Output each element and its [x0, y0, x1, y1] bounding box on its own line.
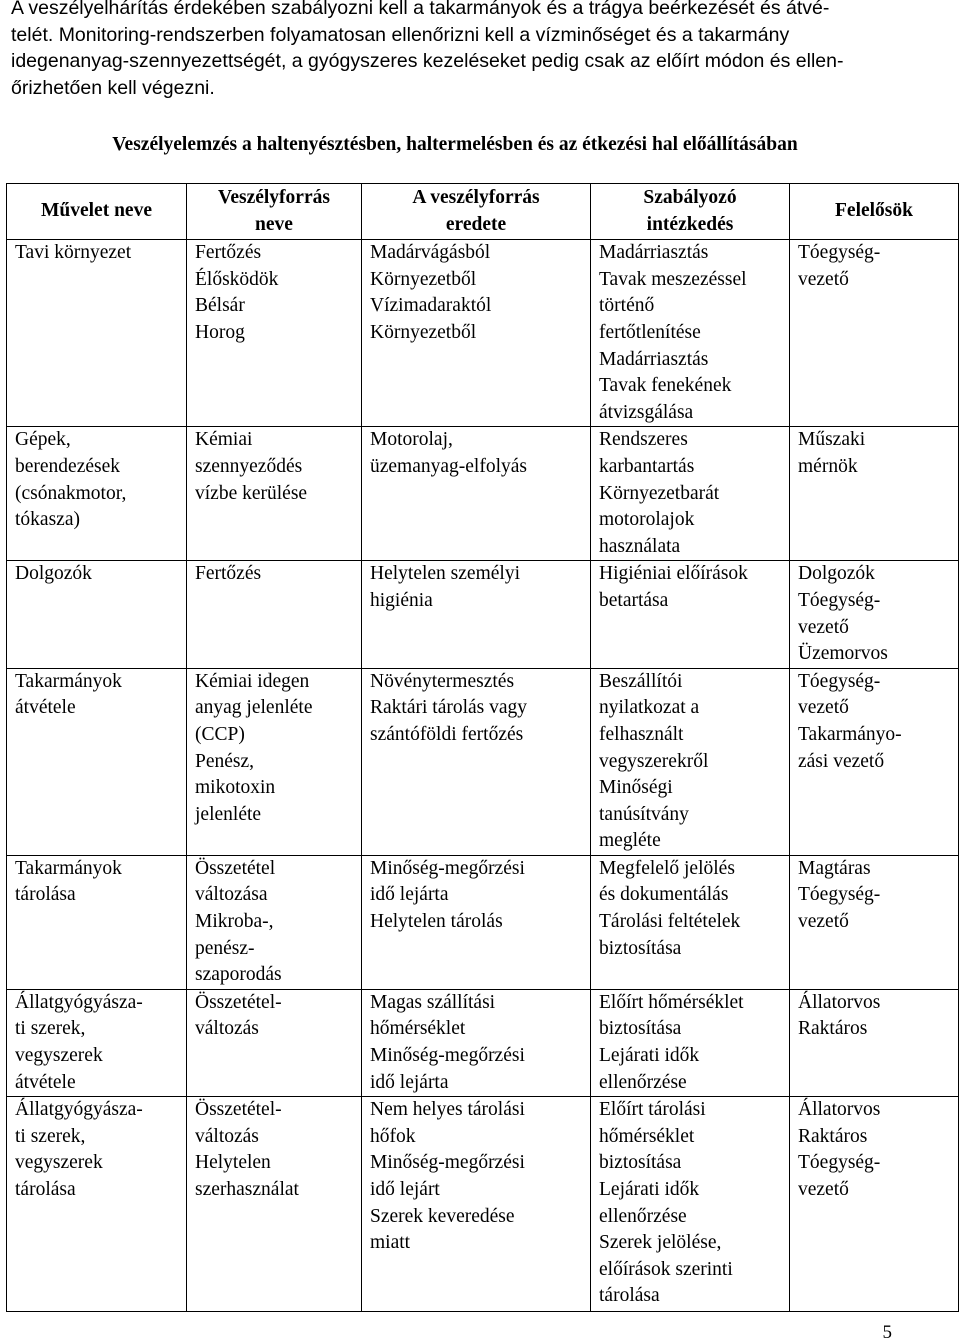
intro-paragraph [11, 0, 911, 101]
cell-line: miatt [370, 1232, 411, 1254]
header-operation [7, 184, 187, 240]
cell-line: Tavi környezet [15, 242, 132, 264]
cell-line: Minőség-megőrzési [370, 1045, 525, 1067]
cell-line: hőmérséklet [599, 1125, 695, 1147]
cell-line: megléte [599, 830, 661, 852]
cell-line: változás [195, 1125, 259, 1147]
cell-line: szennyeződés [195, 455, 303, 477]
cell-line: Tárolási feltételek [599, 911, 741, 933]
cell-hazard-source [187, 668, 362, 855]
table-title: Veszélyelemzés a haltenyésztésben, haltermelésben és az étkezési hal előállításában [112, 134, 798, 155]
cell-line: ellenőrzése [599, 1205, 687, 1227]
cell-line: Összetétel- [195, 991, 282, 1013]
cell-line: tárolása [15, 1179, 76, 1200]
cell-line: jelenléte [195, 803, 262, 825]
cell-line: neve [255, 213, 293, 235]
cell-line: üzemanyag-elfolyás [370, 455, 528, 477]
cell-line: ti szerek, [15, 1018, 86, 1040]
cell-hazard-origin [362, 855, 591, 989]
cell-line: Veszélyforrás [218, 187, 330, 208]
cell-line: Nem helyes tárolási [370, 1099, 525, 1121]
cell-line: Minőség-megőrzési [370, 1152, 525, 1174]
cell-line: Tavak meszezéssel [599, 268, 747, 290]
table-row [7, 855, 959, 989]
cell-line: karbantartás [599, 455, 695, 477]
cell-line: Tóegység- [798, 670, 881, 692]
cell-hazard-origin [362, 240, 591, 427]
cell-control-measure [591, 855, 790, 989]
cell-line: vezető [798, 697, 849, 719]
cell-line: Lejárati idők [599, 1179, 700, 1200]
cell-line: Műszaki [798, 429, 866, 451]
intro-line: őrizhetően kell végezni. [11, 76, 215, 99]
cell-hazard-origin [362, 989, 591, 1096]
cell-responsible [790, 668, 959, 855]
cell-responsible [790, 561, 959, 668]
cell-hazard-source [187, 427, 362, 561]
cell-line: vezető [798, 616, 849, 638]
cell-line: idő lejárt [370, 1179, 440, 1200]
cell-line: szerhasználat [195, 1179, 299, 1200]
cell-line: Előírt tárolási [599, 1099, 706, 1121]
cell-hazard-source [187, 240, 362, 427]
cell-line: Állatgyógyásza- [15, 991, 143, 1013]
cell-line: vezető [798, 268, 849, 290]
cell-line: Összetétel [195, 857, 276, 879]
cell-line: Raktári tárolás vagy [370, 697, 528, 719]
cell-line: eredete [445, 213, 507, 235]
cell-hazard-origin [362, 668, 591, 855]
cell-control-measure [591, 668, 790, 855]
cell-line: Környezetből [370, 321, 477, 343]
table-row [7, 561, 959, 668]
cell-line: (csónakmotor, [15, 482, 127, 504]
cell-line: tókasza) [15, 509, 80, 531]
cell-control-measure [591, 561, 790, 668]
cell-line: Helytelen tárolás [370, 911, 503, 933]
cell-hazard-source [187, 989, 362, 1096]
cell-line: Helytelen személyi [370, 563, 520, 585]
cell-line: Tóegység- [798, 589, 881, 611]
cell-line: Szabályozó [643, 187, 737, 208]
cell-line: Tóegység- [798, 884, 881, 906]
cell-line: átvizsgálása [599, 401, 694, 423]
cell-line: zási vezető [798, 750, 885, 772]
cell-line: Madárriasztás [599, 242, 709, 264]
cell-line: Szerek keveredése [370, 1205, 515, 1227]
cell-line: betartása [599, 589, 669, 611]
cell-line: Állatgyógyásza- [15, 1099, 143, 1121]
cell-line: nyilatkozat a [599, 697, 700, 719]
cell-line: Lejárati idők [599, 1045, 700, 1067]
cell-line: Vízimadaraktól [370, 295, 492, 317]
cell-line: változása [195, 884, 268, 906]
cell-line: Kémiai idegen [195, 670, 310, 692]
table-row [7, 668, 959, 855]
cell-line: mikotoxin [195, 777, 276, 799]
cell-line: Horog [195, 321, 245, 343]
cell-hazard-source [187, 1097, 362, 1312]
cell-line: Dolgozók [798, 563, 875, 585]
cell-line: berendezések [15, 455, 121, 477]
hazard-analysis-table [6, 183, 959, 1312]
cell-line: Környezetbarát [599, 482, 720, 504]
cell-line: hőmérséklet [370, 1018, 466, 1040]
cell-operation [7, 855, 187, 989]
cell-line: Minőségi [599, 777, 673, 799]
cell-line: tárolása [599, 1285, 660, 1307]
cell-line: Élősködök [195, 268, 279, 290]
cell-line: Állatorvos [798, 991, 881, 1013]
cell-line: vezető [798, 1179, 849, 1200]
cell-line: biztosítása [599, 1152, 682, 1174]
cell-line: penész- [195, 937, 255, 959]
cell-line: Megfelelő jelölés [599, 857, 735, 879]
cell-line: Minőség-megőrzési [370, 857, 525, 879]
cell-line: Beszállítói [599, 670, 683, 692]
cell-line: Magtáras [798, 857, 871, 879]
page-number: 5 [882, 1322, 892, 1343]
cell-line: átvétele [15, 1071, 76, 1093]
cell-line: Kémiai [195, 429, 253, 451]
cell-line: Magas szállítási [370, 991, 496, 1013]
header-control-measure [591, 184, 790, 240]
cell-line: vegyszerek [15, 1045, 103, 1067]
cell-line: előírások szerinti [599, 1258, 733, 1280]
cell-line: felhasznált [599, 723, 684, 745]
cell-line: tárolása [15, 884, 76, 906]
header-responsible [790, 184, 959, 240]
cell-line: történő [599, 295, 655, 317]
cell-line: Fertőzés [195, 563, 262, 585]
cell-line: hőfok [370, 1125, 416, 1147]
cell-line: Takarmányok [15, 857, 122, 879]
cell-line: Gépek, [15, 429, 71, 451]
cell-operation [7, 561, 187, 668]
cell-line: Előírt hőmérséklet [599, 991, 744, 1013]
cell-line: Állatorvos [798, 1099, 881, 1121]
cell-line: Üzemorvos [798, 643, 888, 665]
cell-operation [7, 668, 187, 855]
cell-line: Madárriasztás [599, 348, 709, 370]
cell-line: vezető [798, 911, 849, 933]
cell-line: (CCP) [195, 723, 245, 745]
table-row [7, 989, 959, 1096]
cell-line: Motorolaj, [370, 429, 453, 451]
cell-control-measure [591, 240, 790, 427]
table-row [7, 240, 959, 427]
table-row [7, 427, 959, 561]
cell-line: vegyszerek [15, 1152, 103, 1174]
cell-line: Helytelen [195, 1152, 271, 1174]
cell-line: ti szerek, [15, 1125, 86, 1147]
cell-line: Felelősök [835, 200, 913, 222]
cell-hazard-source [187, 561, 362, 668]
cell-line: Takarmányok [15, 670, 122, 692]
cell-line: motorolajok [599, 509, 695, 531]
cell-line: Dolgozók [15, 563, 92, 585]
cell-responsible [790, 240, 959, 427]
cell-line: biztosítása [599, 937, 682, 959]
cell-line: idő lejárta [370, 1071, 449, 1093]
intro-line: idegenanyag-szennyezettségét, a gyógyszeres kezeléseket pedig csak az előírt módon és ellen- [11, 50, 844, 72]
cell-line: Bélsár [195, 295, 245, 317]
cell-responsible [790, 855, 959, 989]
cell-line: Takarmányo- [798, 723, 902, 745]
cell-line: tanúsítvány [599, 803, 689, 825]
cell-operation [7, 1097, 187, 1312]
cell-hazard-origin [362, 561, 591, 668]
cell-line: ellenőrzése [599, 1071, 687, 1093]
cell-hazard-origin [362, 1097, 591, 1312]
cell-responsible [790, 989, 959, 1096]
cell-line: anyag jelenléte [195, 697, 313, 719]
cell-line: változás [195, 1018, 259, 1040]
cell-line: biztosítása [599, 1018, 682, 1040]
cell-line: Környezetből [370, 268, 477, 290]
cell-line: használata [599, 535, 681, 557]
intro-text [11, 0, 911, 101]
cell-operation [7, 240, 187, 427]
cell-line: Szerek jelölése, [599, 1232, 722, 1254]
cell-line: Összetétel- [195, 1099, 282, 1121]
intro-line: A veszélyelhárítás érdekében szabályozni kell a takarmányok és a trágya beérkezését és átvé- [11, 0, 830, 19]
cell-line: és dokumentálás [599, 884, 729, 906]
header-hazard-origin [362, 184, 591, 240]
cell-control-measure [591, 1097, 790, 1312]
cell-line: szaporodás [195, 964, 282, 986]
cell-line: Raktáros [798, 1125, 868, 1147]
cell-line: vegyszerekről [599, 750, 709, 772]
cell-operation [7, 427, 187, 561]
cell-line: Tóegység- [798, 242, 881, 264]
cell-line: Tavak fenekének [599, 375, 732, 397]
cell-line: intézkedés [646, 213, 734, 235]
cell-line: Penész, [195, 750, 255, 772]
cell-line: szántóföldi fertőzés [370, 723, 524, 745]
cell-hazard-source [187, 855, 362, 989]
cell-line: Raktáros [798, 1018, 868, 1040]
cell-line: Növénytermesztés [370, 670, 515, 692]
table-header-row [7, 184, 959, 240]
cell-line: Tóegység- [798, 1152, 881, 1174]
header-hazard-source [187, 184, 362, 240]
table-row [7, 1097, 959, 1312]
cell-line: Mikroba-, [195, 911, 274, 933]
cell-line: átvétele [15, 697, 76, 719]
cell-line: idő lejárta [370, 884, 449, 906]
cell-responsible [790, 427, 959, 561]
intro-line: telét. Monitoring-rendszerben folyamatosan ellenőrizni kell a vízminőséget és a takarmány [11, 23, 790, 46]
cell-line: higiénia [370, 589, 433, 611]
cell-line: Művelet neve [40, 200, 152, 222]
cell-line: Madárvágásból [370, 242, 491, 264]
cell-line: mérnök [798, 455, 858, 477]
cell-line: Rendszeres [599, 429, 688, 451]
cell-control-measure [591, 427, 790, 561]
cell-line: fertőtlenítése [599, 321, 701, 343]
cell-control-measure [591, 989, 790, 1096]
cell-responsible [790, 1097, 959, 1312]
cell-line: Higiéniai előírások [599, 563, 748, 585]
cell-line: vízbe kerülése [195, 482, 308, 504]
cell-hazard-origin [362, 427, 591, 561]
cell-line: Fertőzés [195, 242, 262, 264]
cell-operation [7, 989, 187, 1096]
cell-line: A veszélyforrás [412, 187, 540, 208]
